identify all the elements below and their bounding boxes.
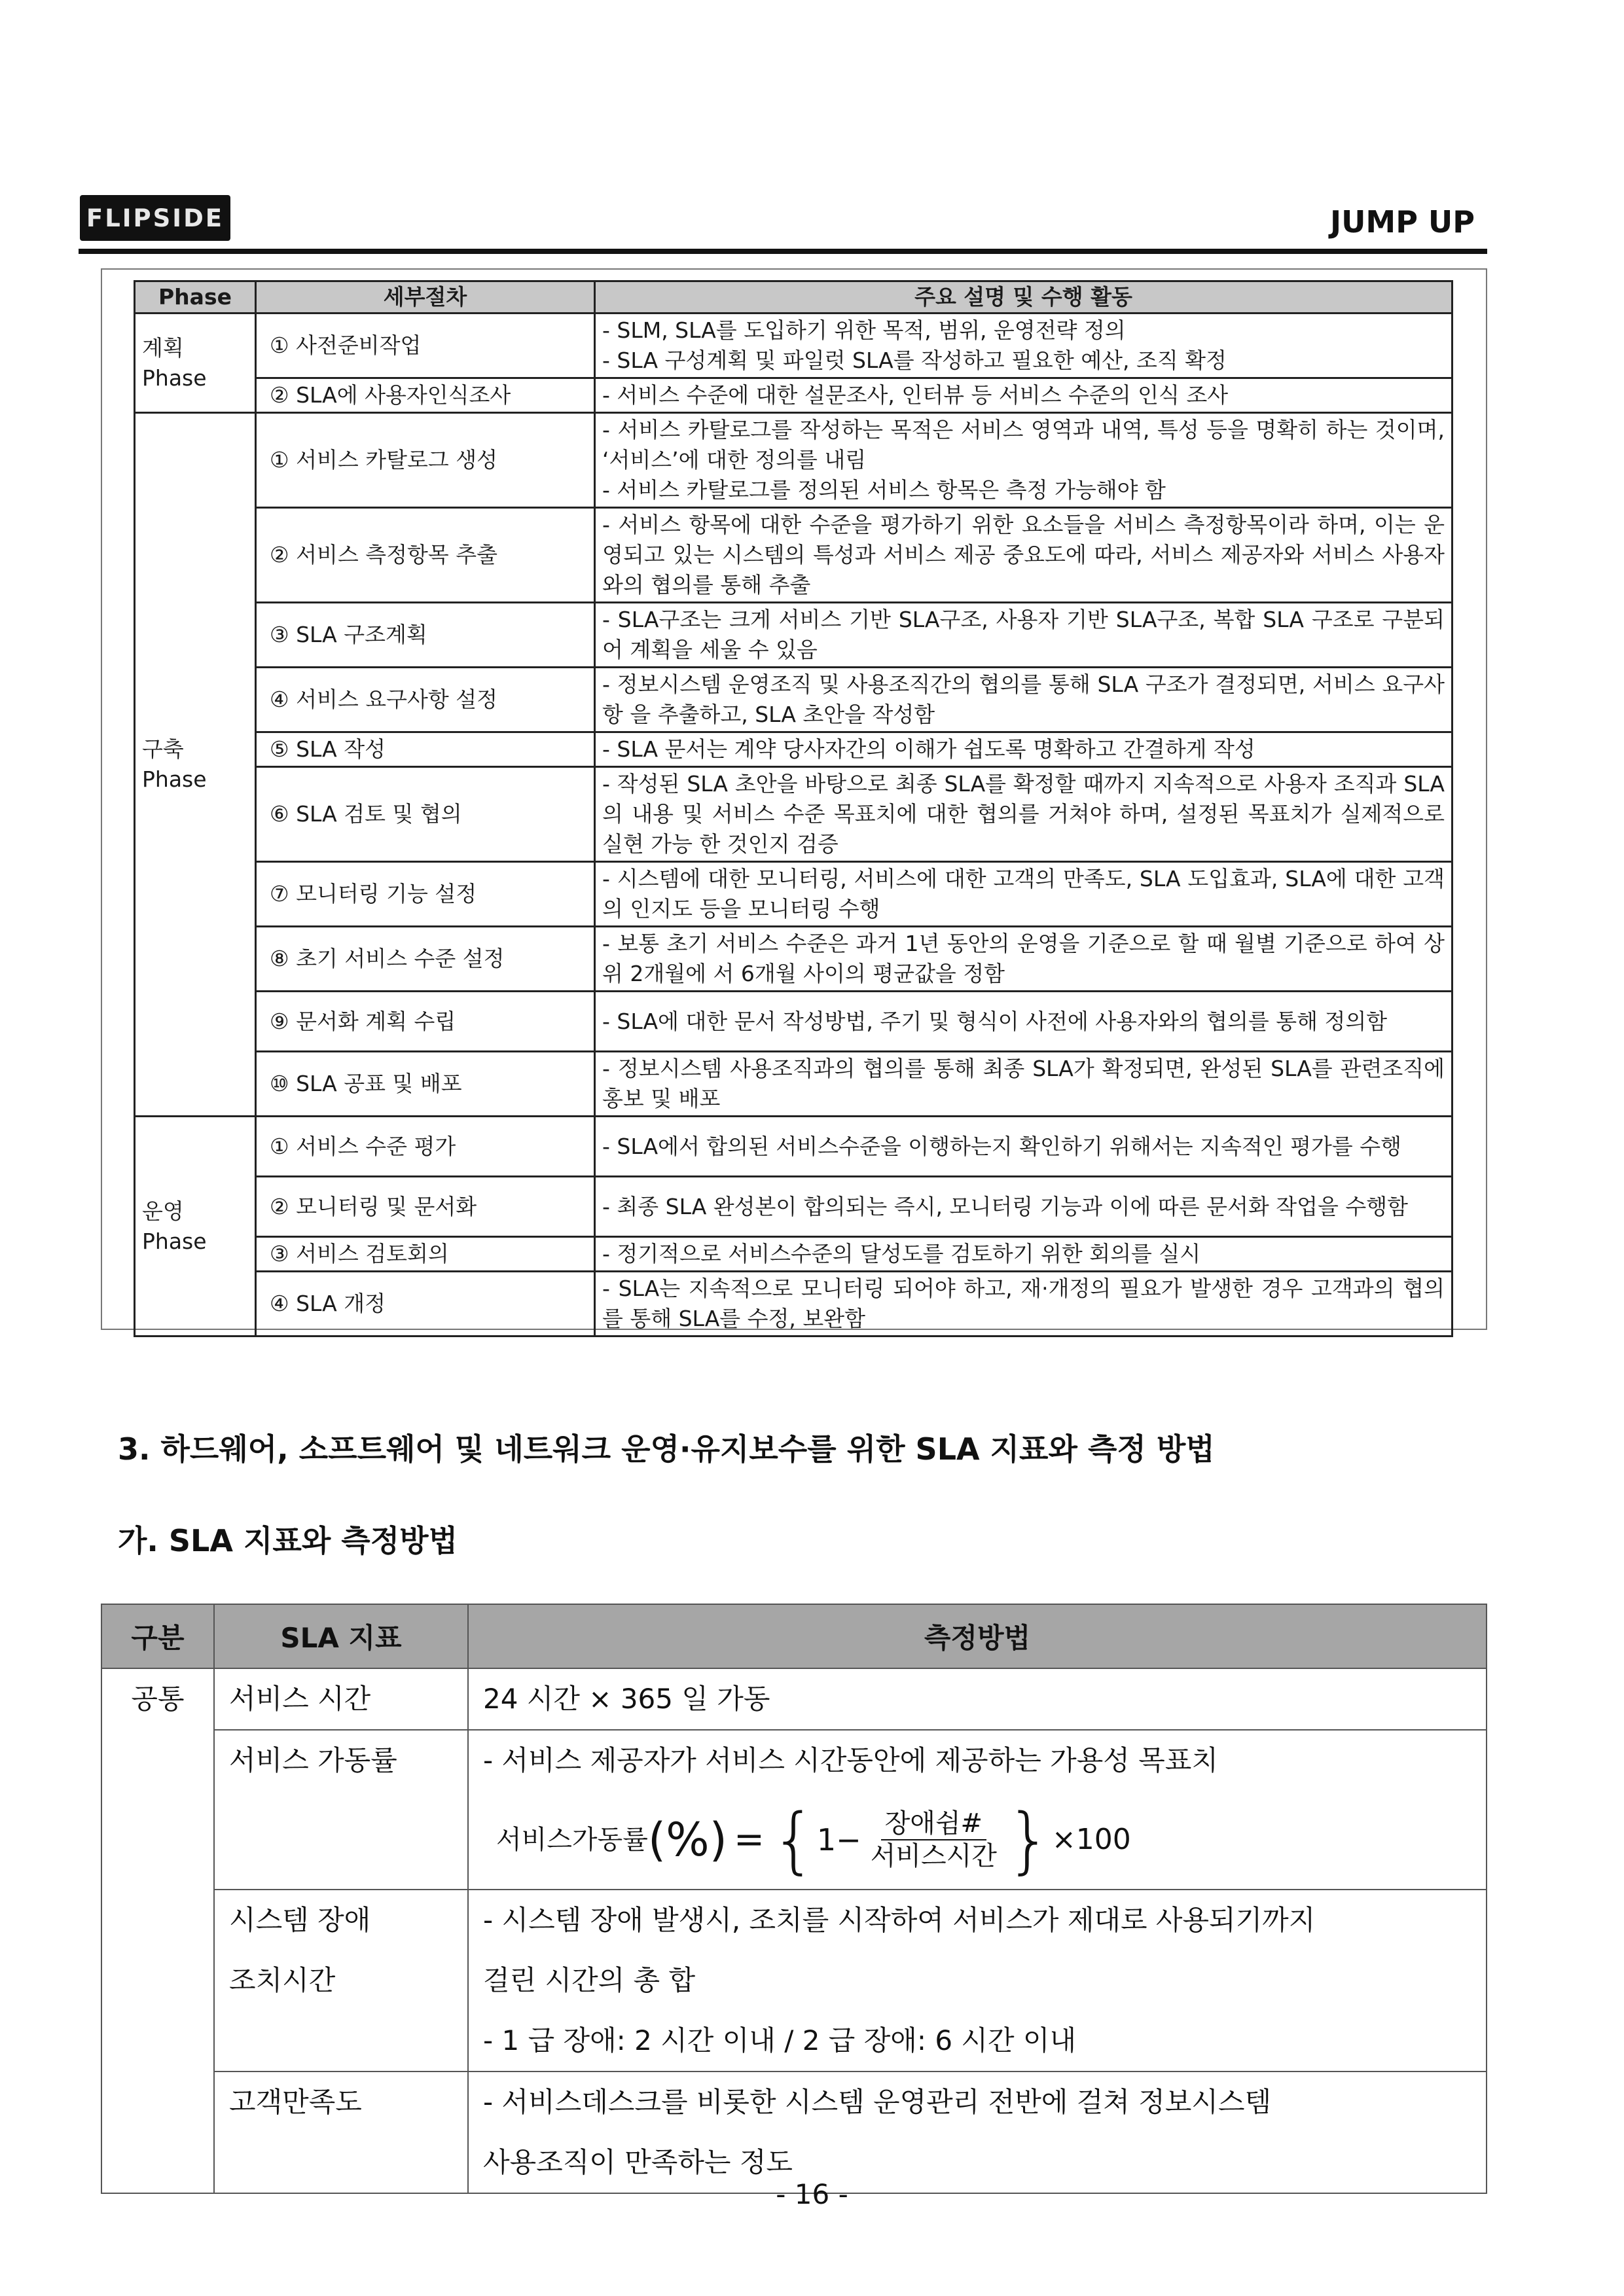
sla-table-row — [101, 2072, 1487, 2193]
header-measurement: 측정방법 — [468, 1604, 1487, 1668]
description-cell — [595, 314, 1453, 378]
measurement-line: - 서비스데스크를 비롯한 시스템 운영관리 전반에 걸쳐 정보시스템 — [483, 2086, 1272, 2118]
description-cell — [595, 927, 1453, 992]
description-line: - 최종 SLA 완성본이 합의되는 즉시, 모니터링 기능과 이에 따른 문서화 작업을 수행함 — [602, 1193, 1409, 1219]
metric-line: 조치시간 — [229, 1964, 336, 1996]
description-cell — [595, 1117, 1453, 1177]
measurement-cell — [468, 2072, 1487, 2193]
description-line: - SLA는 지속적으로 모니터링 되어야 하고, 재·개정의 필요가 발생한 경우 고객과의 협의를 통해 SLA를 수정, 보완함 — [602, 1276, 1445, 1331]
description-cell — [595, 862, 1453, 927]
measurement-line: - 1 급 장애: 2 시간 이내 / 2 급 장애: 6 시간 이내 — [483, 2024, 1077, 2056]
step-cell: ④ SLA 개정 — [256, 1272, 595, 1336]
header-steps: 세부절차 — [256, 281, 595, 314]
phase-label: Phase — [142, 365, 207, 391]
formula-right-brace: } — [1005, 1798, 1052, 1882]
phase-table-row — [135, 508, 1453, 603]
formula-fraction — [867, 1808, 1001, 1872]
sla-table-row — [101, 1668, 1487, 1730]
step-cell: ② 모니터링 및 문서화 — [256, 1177, 595, 1237]
measurement-line: 걸린 시간의 총 합 — [483, 1964, 696, 1996]
step-cell: ① 서비스 수준 평가 — [256, 1117, 595, 1177]
phase-label: Phase — [142, 766, 207, 792]
metric-line: 고객만족도 — [229, 2086, 362, 2118]
phase-cell — [135, 314, 256, 413]
description-line: - 서비스 카탈로그를 작성하는 목적은 서비스 영역과 내역, 특성 등을 명확히 하는 것이며, ‘서비스’에 대한 정의를 내림 — [602, 417, 1445, 473]
step-cell: ⑦ 모니터링 기능 설정 — [256, 862, 595, 927]
phase-label: 운영 — [142, 1198, 184, 1224]
formula-denominator: 서비스시간 — [870, 1841, 997, 1871]
sla-metrics-table — [101, 1604, 1487, 2194]
phase-cell — [135, 413, 256, 1117]
description-line: - 보통 초기 서비스 수준은 과거 1년 동안의 운영을 기준으로 할 때 월별 기준으로 하여 상위 2개월에 서 6개월 사이의 평균값을 정함 — [602, 931, 1445, 986]
step-cell: ⑩ SLA 공표 및 배포 — [256, 1052, 595, 1117]
metric-cell — [214, 1890, 468, 2072]
description-line: - 정보시스템 운영조직 및 사용조직간의 협의를 통해 SLA 구조가 결정되면, 서비스 요구사항 을 추출하고, SLA 초안을 작성함 — [602, 672, 1445, 727]
phase-table — [134, 280, 1453, 1337]
phase-label: 구축 — [142, 736, 184, 762]
header-divider — [79, 249, 1487, 254]
description-line: - SLA 문서는 계약 당사자간의 이해가 쉽도록 명확하고 간결하게 작성 — [602, 736, 1255, 762]
header-category: 구분 — [101, 1604, 214, 1668]
description-line: - 시스템에 대한 모니터링, 서비스에 대한 고객의 만족도, SLA 도입효과, SLA에 대한 고객의 인지도 등을 모니터링 수행 — [602, 866, 1445, 922]
phase-table-row — [135, 1117, 1453, 1177]
formula-times: ×100 — [1051, 1823, 1131, 1856]
metric-cell — [214, 1668, 468, 1730]
formula-unit: (%) — [647, 1813, 727, 1867]
measurement-cell — [468, 1730, 1487, 1890]
phase-table-row — [135, 378, 1453, 413]
description-cell — [595, 732, 1453, 767]
step-cell: ⑨ 문서화 계획 수립 — [256, 992, 595, 1052]
formula-numerator: 장애쉼# — [881, 1808, 986, 1840]
step-cell: ① 사전준비작업 — [256, 314, 595, 378]
phase-table-row — [135, 413, 1453, 508]
phase-table-row — [135, 992, 1453, 1052]
section-heading: 3. 하드웨어, 소프트웨어 및 네트워크 운영·유지보수를 위한 SLA 지표와 측정 방법 — [118, 1431, 1215, 1467]
header-phase: Phase — [135, 281, 256, 314]
description-cell — [595, 992, 1453, 1052]
metric-line: 서비스 가동률 — [229, 1744, 397, 1776]
phase-table-row — [135, 1052, 1453, 1117]
metric-line: 시스템 장애 — [229, 1904, 371, 1936]
brand-title: JUMP UP — [1329, 204, 1475, 240]
step-cell: ⑧ 초기 서비스 수준 설정 — [256, 927, 595, 992]
description-cell — [595, 413, 1453, 508]
metric-cell — [214, 2072, 468, 2193]
step-cell: ② 서비스 측정항목 추출 — [256, 508, 595, 603]
step-cell: ③ 서비스 검토회의 — [256, 1237, 595, 1272]
description-line: - SLM, SLA를 도입하기 위한 목적, 범위, 운영전략 정의 — [602, 317, 1126, 343]
step-cell: ③ SLA 구조계획 — [256, 603, 595, 668]
step-cell: ⑤ SLA 작성 — [256, 732, 595, 767]
phase-table-row — [135, 732, 1453, 767]
phase-table-row — [135, 767, 1453, 862]
description-cell — [595, 668, 1453, 732]
header-sla-metric: SLA 지표 — [214, 1604, 468, 1668]
page-number: - 16 - — [776, 2178, 848, 2210]
phase-table-row — [135, 927, 1453, 992]
description-line: - 서비스 수준에 대한 설문조사, 인터뷰 등 서비스 수준의 인식 조사 — [602, 382, 1229, 408]
description-line: - SLA에서 합의된 서비스수준을 이행하는지 확인하기 위해서는 지속적인 평가를 수행 — [602, 1133, 1401, 1159]
measurement-line: 24 시간 × 365 일 가동 — [483, 1683, 770, 1715]
description-line: - 작성된 SLA 초안을 바탕으로 최종 SLA를 확정할 때까지 지속적으로 사용자 조직과 SLA의 내용 및 서비스 수준 목표치에 대한 협의를 거쳐야 하며, 설정된 목표치가 실제적으로 실현 가능 한 것인지 검증 — [602, 771, 1445, 857]
formula-lhs: 서비스가동률 — [496, 1825, 648, 1855]
description-cell — [595, 1237, 1453, 1272]
description-line: - SLA구조는 크게 서비스 기반 SLA구조, 사용자 기반 SLA구조, 복합 SLA 구조로 구분되어 계획을 세울 수 있음 — [602, 607, 1445, 662]
phase-table-row — [135, 314, 1453, 378]
flipside-logo — [80, 195, 230, 241]
formula-one-minus: 1− — [816, 1822, 861, 1857]
phase-table-header-row — [135, 281, 1453, 314]
phase-cell — [135, 1117, 256, 1336]
header-activities: 주요 설명 및 수행 활동 — [595, 281, 1453, 314]
description-cell — [595, 378, 1453, 413]
subsection-heading: 가. SLA 지표와 측정방법 — [118, 1523, 458, 1558]
phase-table-row — [135, 1272, 1453, 1336]
description-line: - SLA 구성계획 및 파일럿 SLA를 작성하고 필요한 예산, 조직 확정 — [602, 348, 1227, 373]
phase-table-row — [135, 862, 1453, 927]
measurement-cell — [468, 1668, 1487, 1730]
formula-equals: = — [733, 1818, 765, 1861]
metric-line: 서비스 시간 — [229, 1683, 371, 1715]
measurement-line: - 서비스 제공자가 서비스 시간동안에 제공하는 가용성 목표치 — [483, 1744, 1218, 1776]
description-line: - 서비스 항목에 대한 수준을 평가하기 위한 요소들을 서비스 측정항목이라 하며, 이는 운영되고 있는 시스템의 특성과 서비스 제공 중요도에 따라, 서비스 제공자와 서비스 사용자와의 협의를 통해 추출 — [602, 512, 1445, 598]
description-line: - 정보시스템 사용조직과의 협의를 통해 최종 SLA가 확정되면, 완성된 SLA를 관련조직에 홍보 및 배포 — [602, 1056, 1445, 1111]
description-line: - SLA에 대한 문서 작성방법, 주기 및 형식이 사전에 사용자와의 협의를 통해 정의함 — [602, 1008, 1388, 1034]
step-cell: ② SLA에 사용자인식조사 — [256, 378, 595, 413]
measurement-cell — [468, 1890, 1487, 2072]
metric-cell — [214, 1730, 468, 1890]
description-cell — [595, 508, 1453, 603]
description-cell — [595, 1052, 1453, 1117]
description-line: - 정기적으로 서비스수준의 달성도를 검토하기 위한 회의를 실시 — [602, 1241, 1201, 1266]
phase-table-row — [135, 1177, 1453, 1237]
sla-table-header-row — [101, 1604, 1487, 1668]
phase-table-row — [135, 603, 1453, 668]
measurement-line: - 시스템 장애 발생시, 조치를 시작하여 서비스가 제대로 사용되기까지 — [483, 1904, 1316, 1936]
phase-table-row — [135, 1237, 1453, 1272]
step-cell: ⑥ SLA 검토 및 협의 — [256, 767, 595, 862]
sla-table-row — [101, 1730, 1487, 1890]
measurement-line: 사용조직이 만족하는 정도 — [483, 2146, 793, 2178]
formula-left-brace: { — [770, 1798, 817, 1882]
description-cell — [595, 767, 1453, 862]
logo-text: FLIPSIDE — [86, 204, 225, 232]
availability-formula — [483, 1791, 1471, 1889]
phase-label: 계획 — [142, 334, 184, 361]
description-cell — [595, 1177, 1453, 1237]
description-cell — [595, 603, 1453, 668]
step-cell: ④ 서비스 요구사항 설정 — [256, 668, 595, 732]
description-line: - 서비스 카탈로그를 정의된 서비스 항목은 측정 가능해야 함 — [602, 477, 1166, 503]
sla-table-row — [101, 1890, 1487, 2072]
phase-table-row — [135, 668, 1453, 732]
category-cell: 공통 — [101, 1668, 214, 2193]
phase-label: Phase — [142, 1228, 207, 1254]
description-cell — [595, 1272, 1453, 1336]
step-cell: ① 서비스 카탈로그 생성 — [256, 413, 595, 508]
